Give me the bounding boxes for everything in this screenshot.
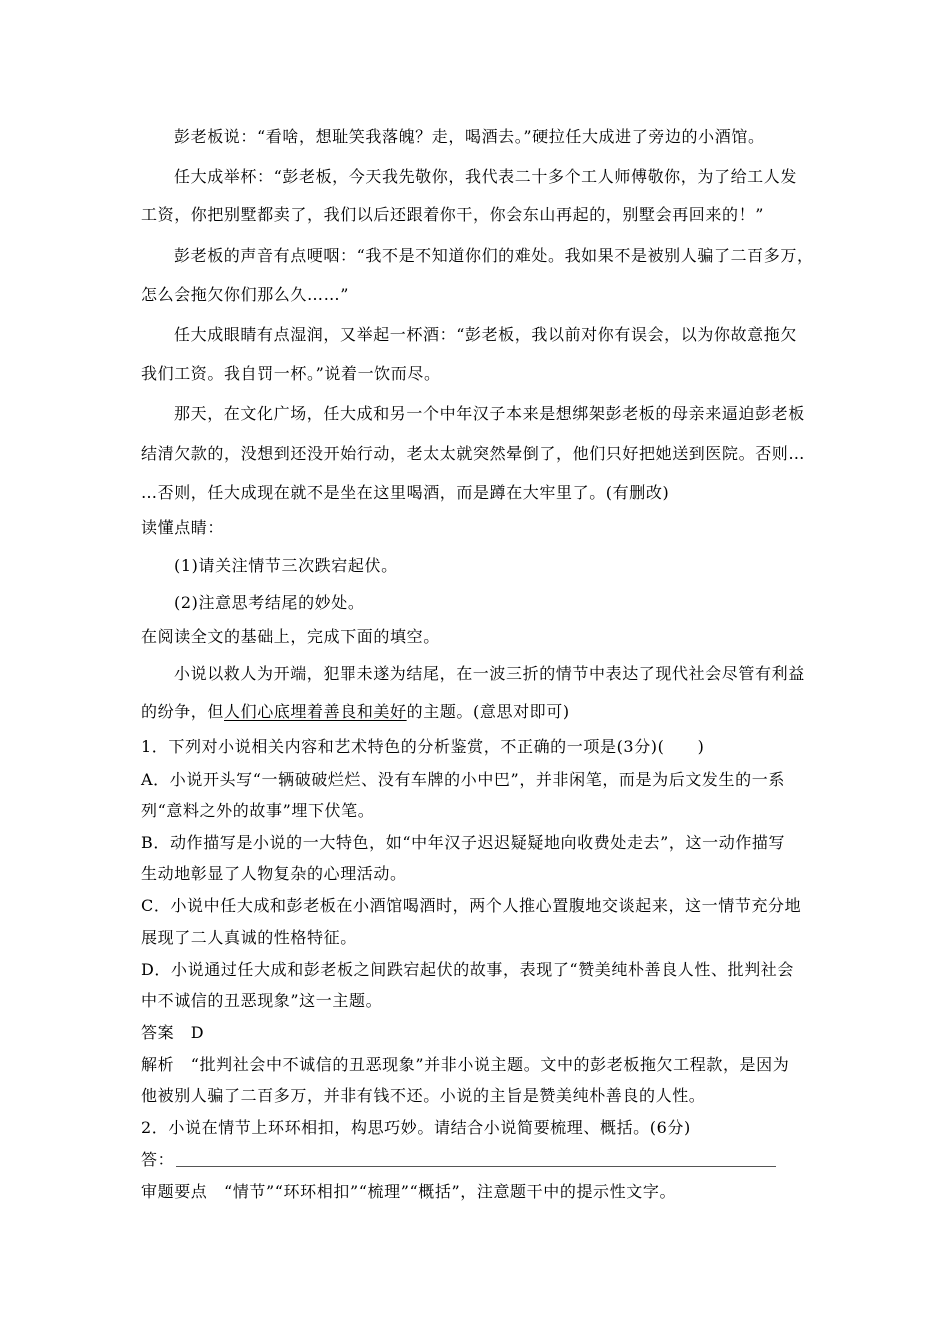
fill-blank-text-after: 的主题。(意思对即可) (406, 702, 570, 721)
fill-blank-line-2 (141, 702, 570, 722)
option-d-line-1: D．小说通过任大成和彭老板之间跌宕起伏的故事，表现了“赞美纯朴善良人性、批判社会 (141, 960, 795, 979)
question-1-answer: 答案 D (141, 1023, 205, 1042)
reading-tip-2: (2)注意思考结尾的妙处。 (174, 593, 365, 612)
story-paragraph-3-line-2: 怎么会拖欠你们那么久……” (141, 285, 349, 304)
story-paragraph-5-line-3: …否则，任大成现在就不是坐在这里喝酒，而是蹲在大牢里了。(有删改) (141, 483, 670, 502)
fill-blank-line-1: 小说以救人为开端，犯罪未遂为结尾，在一波三折的情节中表达了现代社会尽管有利益 (174, 664, 805, 683)
fill-blank-text-before: 的纷争，但 (141, 702, 225, 721)
story-paragraph-1: 彭老板说：“看啥，想耻笑我落魄？走，喝酒去。”硬拉任大成进了旁边的小酒馆。 (174, 127, 765, 146)
question-2-stem: 2．小说在情节上环环相扣，构思巧妙。请结合小说简要梳理、概括。(6分) (141, 1118, 691, 1137)
fill-blank-instruction: 在阅读全文的基础上，完成下面的填空。 (141, 627, 440, 646)
story-paragraph-4-line-1: 任大成眼睛有点湿润，又举起一杯酒：“彭老板，我以前对你有误会，以为你故意拖欠 (174, 325, 797, 344)
question-1-stem: 1．下列对小说相关内容和艺术特色的分析鉴赏，不正确的一项是(3分)( ) (141, 737, 705, 756)
reading-tips-heading: 读懂点睛： (141, 518, 225, 537)
question-2-answer-label: 答： (141, 1150, 175, 1169)
story-paragraph-2-line-1: 任大成举杯：“彭老板，今天我先敬你，我代表二十多个工人师傅敬你，为了给工人发 (174, 167, 797, 186)
option-c-line-2: 展现了二人真诚的性格特征。 (141, 928, 357, 947)
option-a-line-1: A．小说开头写“一辆破破烂烂、没有车牌的小中巴”，并非闲笔，而是为后文发生的一系 (141, 770, 785, 789)
story-paragraph-5-line-1: 那天，在文化广场，任大成和另一个中年汉子本来是想绑架彭老板的母亲来逼迫彭老板 (174, 404, 805, 423)
question-1-analysis-line-2: 他被别人骗了二百多万，并非有钱不还。小说的主旨是赞美纯朴善良的人性。 (141, 1086, 706, 1105)
option-b-line-1: B．动作描写是小说的一大特色，如“中年汉子迟迟疑疑地向收费处走去”，这一动作描写 (141, 833, 786, 852)
question-2-key-points: 审题要点 “情节”“环环相扣”“梳理”“概括”，注意题干中的提示性文字。 (141, 1182, 677, 1201)
option-b-line-2: 生动地彰显了人物复杂的心理活动。 (141, 864, 407, 883)
option-c-line-1: C．小说中任大成和彭老板在小酒馆喝酒时，两个人推心置腹地交谈起来，这一情节充分地 (141, 896, 802, 915)
story-paragraph-4-line-2: 我们工资。我自罚一杯。”说着一饮而尽。 (141, 364, 441, 383)
option-d-line-2: 中不诚信的丑恶现象”这一主题。 (141, 991, 383, 1010)
reading-tip-1: (1)请关注情节三次跌宕起伏。 (174, 556, 398, 575)
fill-blank-answer: 人们心底埋着善良和美好 (224, 702, 407, 721)
story-paragraph-2-line-2: 工资，你把别墅都卖了，我们以后还跟着你干，你会东山再起的，别墅会再回来的！” (141, 205, 764, 224)
option-a-line-2: 列“意料之外的故事”埋下伏笔。 (141, 801, 375, 820)
story-paragraph-5-line-2: 结清欠款的，没想到还没开始行动，老太太就突然晕倒了，他们只好把她送到医院。否则… (141, 444, 806, 463)
question-1-analysis-line-1: 解析 “批判社会中不诚信的丑恶现象”并非小说主题。文中的彭老板拖欠工程款，是因为 (141, 1055, 790, 1074)
story-paragraph-3-line-1: 彭老板的声音有点哽咽：“我不是不知道你们的难处。我如果不是被别人骗了二百多万， (174, 246, 814, 265)
answer-blank-line[interactable] (176, 1166, 776, 1167)
